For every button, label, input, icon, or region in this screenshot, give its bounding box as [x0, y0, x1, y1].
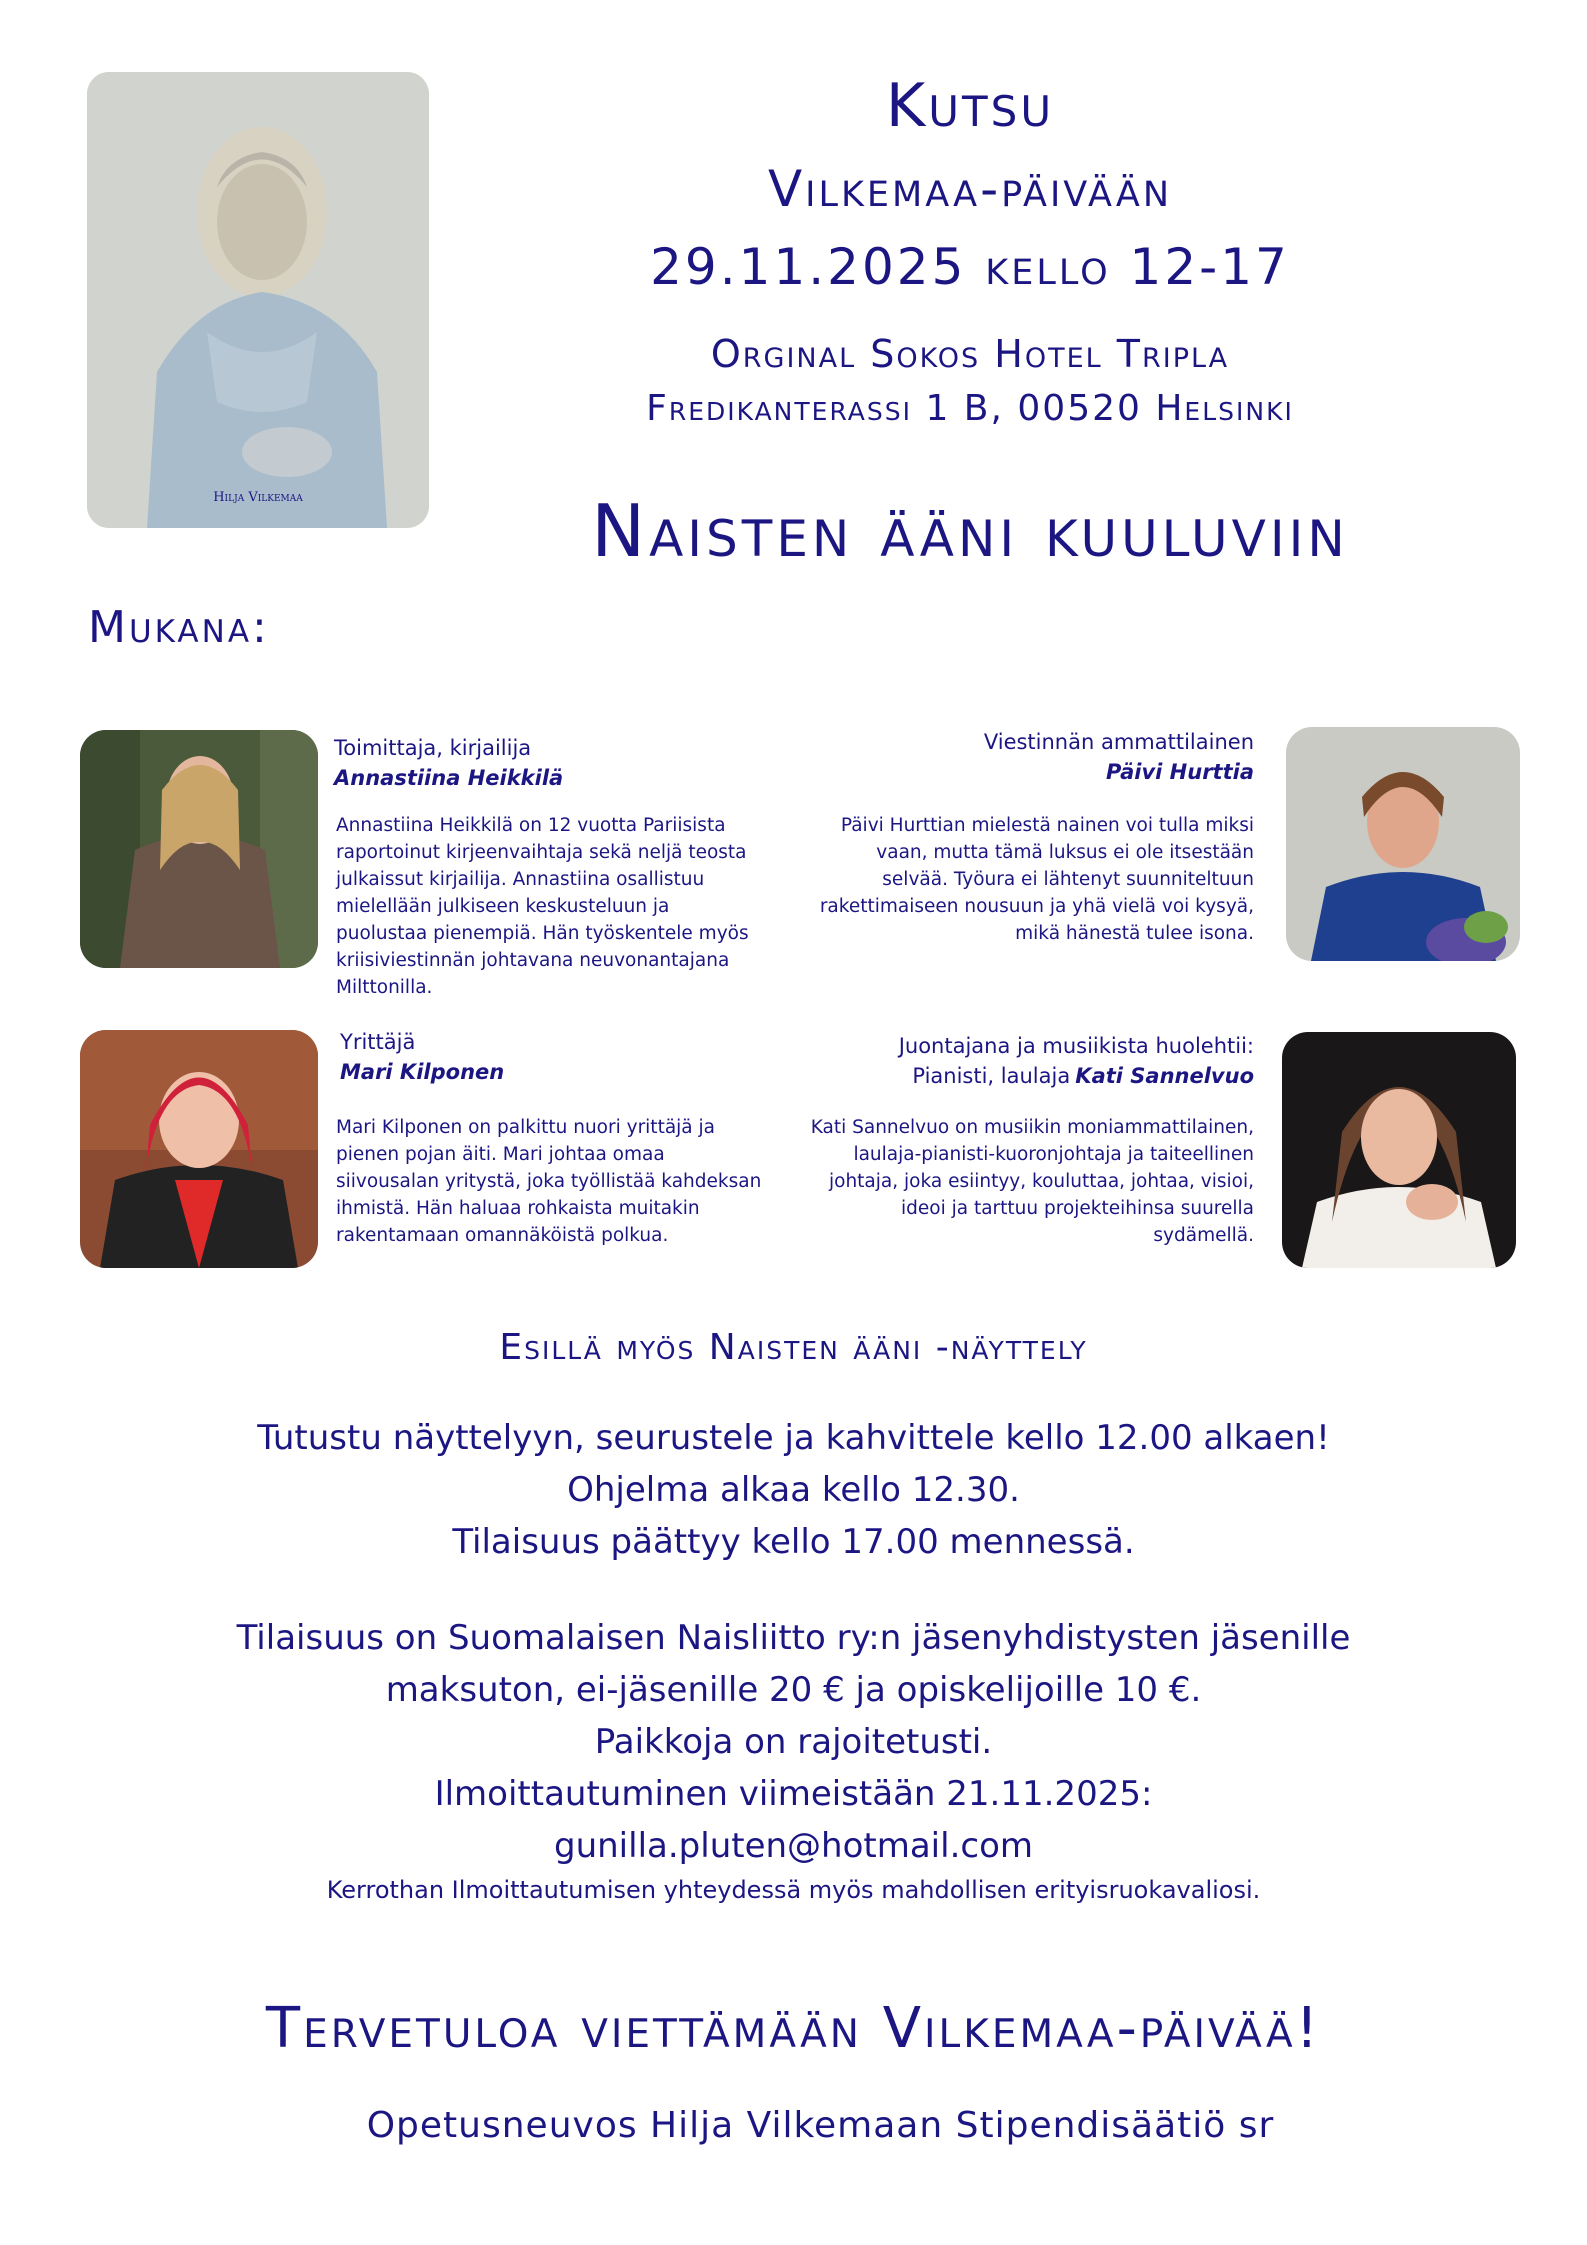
bio-line: selvää. Työura ei lähtenyt suunniteltuun [882, 869, 1254, 890]
exhibition-note: Esillä myös Naisten ääni -näyttely [499, 1327, 1088, 1368]
bio-line: kriisiviestinnän johtavana neuvonantajana [336, 950, 730, 971]
name-mari: Mari Kilponen [340, 1060, 505, 1084]
program-line: Tilaisuus päättyy kello 17.00 mennessä. [452, 1522, 1135, 1562]
program-info [100, 1412, 1487, 1568]
fees-info [100, 1612, 1487, 1872]
bio-line: laulaja-pianisti-kuoronjohtaja ja taiteellinen [853, 1144, 1254, 1165]
portrait-painting [87, 72, 429, 528]
fees-line: Tilaisuus on Suomalaisen Naisliitto ry:n jäsenyhdistysten jäsenille [236, 1618, 1351, 1658]
venue: Orginal Sokos Hotel Tripla [710, 332, 1230, 376]
photo-annastiina-heikkila [80, 730, 318, 968]
name-kati: Kati Sannelvuo [1075, 1064, 1254, 1088]
bio-line: Mari Kilponen on palkittu nuori yrittäjä ja [336, 1117, 715, 1138]
role-paivi: Viestinnän ammattilainen [983, 730, 1254, 754]
event-theme: Naisten ääni kuuluviin [591, 489, 1349, 573]
bio-line: Annastiina Heikkilä on 12 vuotta Pariisista [336, 815, 726, 836]
registration-email[interactable]: gunilla.pluten@hotmail.com [554, 1826, 1033, 1866]
role-mari: Yrittäjä [340, 1030, 416, 1054]
bio-line: sydämellä. [1153, 1225, 1254, 1246]
fees-line: Ilmoittautuminen viimeistään 21.11.2025: [434, 1774, 1153, 1814]
bio-line: julkaissut kirjailija. Annastiina osallistuu [336, 869, 705, 890]
name-paivi: Päivi Hurttia [1106, 760, 1254, 784]
role-annastiina: Toimittaja, kirjailija [334, 736, 532, 760]
diet-note: Kerrothan Ilmoittautumisen yhteydessä myös mahdollisen erityisruokavaliosi. [326, 1876, 1261, 1904]
bio-line: Päivi Hurttian mielestä nainen voi tulla miksi [840, 815, 1254, 836]
photo-paivi-hurttia [1286, 727, 1520, 961]
bio-mari [336, 1114, 796, 1249]
bio-line: johtaja, joka esiintyy, kouluttaa, johtaa, visioi, [829, 1171, 1254, 1192]
title: Kutsu [885, 71, 1055, 141]
subtitle: Vilkemaa-päivään [767, 160, 1173, 218]
event-datetime: 29.11.2025 kello 12-17 [650, 238, 1290, 296]
bio-line: rakentamaan omannäköistä polkua. [336, 1225, 669, 1246]
address: Fredikanterassi 1 B, 00520 Helsinki [646, 388, 1294, 429]
fees-line: Paikkoja on rajoitetusti. [594, 1722, 993, 1762]
bio-line: vaan, mutta tämä luksus ei ole itsestään [876, 842, 1254, 863]
bio-line: mielellään julkiseen keskusteluun ja [336, 896, 670, 917]
fees-line: maksuton, ei-jäsenille 20 € ja opiskelijoille 10 €. [385, 1670, 1202, 1710]
bio-line: ideoi ja tarttuu projekteihinsa suurella [901, 1198, 1254, 1219]
program-line: Tutustu näyttelyyn, seurustele ja kahvittele kello 12.00 alkaen! [257, 1418, 1330, 1458]
role-kati: Juontajana ja musiikista huolehtii: [898, 1034, 1254, 1058]
bio-line: mikä hänestä tulee isona. [1015, 923, 1254, 944]
name-annastiina: Annastiina Heikkilä [334, 766, 564, 790]
bio-paivi [780, 812, 1254, 947]
portrait-caption: Hilja Vilkemaa [213, 490, 303, 505]
bio-line: rakettimaiseen nousuun ja yhä vielä voi kysyä, [819, 896, 1254, 917]
role-name-kati [760, 1064, 1254, 1088]
bio-line: puolustaa pienempiä. Hän työskentele myös [336, 923, 749, 944]
bio-line: siivousalan yritystä, joka työllistää kahdeksan [336, 1171, 762, 1192]
bio-annastiina [336, 812, 796, 1001]
participants-heading: Mukana: [88, 602, 270, 653]
organizer: Opetusneuvos Hilja Vilkemaan Stipendisäätiö sr [366, 2105, 1275, 2146]
bio-line: ihmistä. Hän haluaa rohkaista muitakin [336, 1198, 700, 1219]
program-line: Ohjelma alkaa kello 12.30. [567, 1470, 1020, 1510]
bio-line: Milttonilla. [336, 977, 433, 998]
welcome-message: Tervetuloa viettämään Vilkemaa-päivää! [265, 1996, 1322, 2061]
bio-line: raportoinut kirjeenvaihtaja sekä neljä teosta [336, 842, 747, 863]
bio-kati [760, 1114, 1254, 1249]
photo-kati-sannelvuo [1282, 1032, 1516, 1268]
bio-line: pienen pojan äiti. Mari johtaa omaa [336, 1144, 665, 1165]
bio-line: Kati Sannelvuo on musiikin moniammattilainen, [810, 1117, 1254, 1138]
role-kati-line2: Pianisti, laulaja [912, 1064, 1071, 1088]
photo-mari-kilponen [80, 1030, 318, 1268]
